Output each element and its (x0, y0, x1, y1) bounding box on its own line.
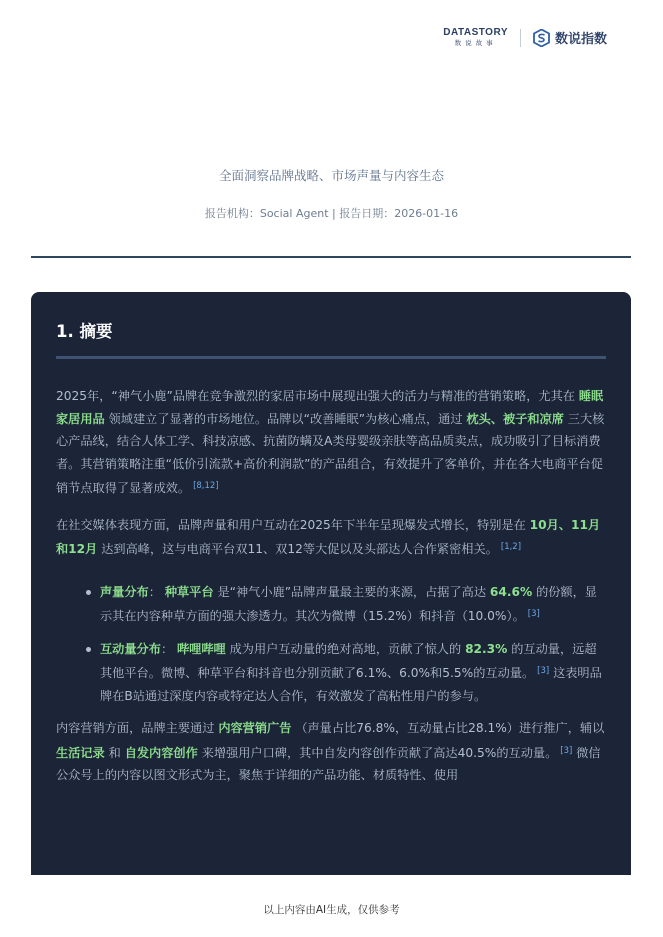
section-title-divider (56, 356, 606, 359)
highlight: 64.6% (489, 584, 533, 599)
text: 是“神气小鹿”品牌声量最主要的来源，占据了高达 (217, 584, 487, 599)
summary-card (31, 292, 631, 875)
report-meta: 报告机构：Social Agent | 报告日期：2026-01-16 (204, 207, 459, 220)
list-item (100, 581, 606, 628)
footer-disclaimer: 以上内容由AI生成，仅供参考 (263, 904, 400, 916)
header-divider (31, 256, 631, 258)
highlight: 生活记录 (56, 745, 105, 760)
text: 2025年，“神气小鹿”品牌在竞争激烈的家居市场中展现出强大的活力与精准的营销策略，尤其在 (56, 389, 575, 403)
text: 达到高峰，这与电商平台双11、双12等大促以及头部达人合作紧密相关。 (101, 542, 498, 556)
text: ： (148, 584, 161, 599)
summary-paragraph-1 (56, 385, 606, 500)
bullet-label: 互动量分布 (100, 641, 161, 656)
text: 来增强用户口碑，其中自发内容创作贡献了高达40.5%的互动量。 (201, 745, 558, 760)
header-logos (443, 28, 607, 47)
citation-link[interactable]: [3] (560, 745, 573, 756)
highlight: 10月、11月和12月 (56, 517, 601, 556)
datastory-logo-subtext: 数说故事 (454, 39, 497, 48)
highlight: 种草平台 (164, 584, 214, 599)
shushuo-index-logo-text: 数说指数 (554, 32, 607, 47)
text: 微信公众号上的内容以图文形式为主，聚焦于详细的产品功能、材质特性、使用 (56, 745, 601, 782)
hexagon-s-icon (533, 29, 550, 47)
text: ： (160, 641, 174, 656)
highlight: 内容营销广告 (218, 721, 292, 735)
text: 成为用户互动量的绝对高地，贡献了惊人的 (229, 641, 462, 656)
logo-divider (520, 29, 521, 47)
list-item (100, 638, 606, 708)
text: （声量占比76.8%，互动量占比28.1%）进行推广，辅以 (295, 721, 605, 735)
highlight: 82.3% (465, 641, 508, 656)
text: 的互动量，远超其他平台。微博、种草平台和抖音也分别贡献了6.1%、6.0%和5.5%的互动量。 (100, 641, 597, 680)
text: 这表明品牌在B站通过深度内容或特定达人合作，有效激发了高粘性用户的参与。 (100, 666, 602, 703)
text: 内容营销方面，品牌主要通过 (56, 721, 215, 735)
datastory-logo (443, 28, 508, 47)
citation-link[interactable]: [3] (537, 666, 550, 676)
datastory-logo-text: DATASTORY (443, 27, 508, 39)
shushuo-index-logo (533, 28, 607, 47)
text: 在社交媒体表现方面，品牌声量和用户互动在2025年下半年呈现爆发式增长，特别是在 (56, 517, 526, 532)
summary-paragraph-3 (56, 717, 606, 787)
highlight: 哔哩哔哩 (177, 641, 226, 656)
citation-link[interactable]: [1,2] (500, 542, 522, 552)
highlight: 枕头、被子和凉席 (466, 411, 564, 426)
highlight: 自发内容创作 (124, 745, 198, 760)
summary-paragraph-2 (56, 514, 606, 561)
report-subtitle: 全面洞察品牌战略、市场声量与内容生态 (218, 168, 444, 183)
text: 的份额，显示其在内容种草方面的强大渗透力。其次为微博（15.2%）和抖音（10.0%）。 (100, 584, 597, 623)
citation-link[interactable]: [3] (527, 609, 540, 619)
text: 和 (108, 745, 121, 760)
bullet-label: 声量分布 (100, 584, 149, 599)
bullet-list (56, 581, 606, 708)
section-title: 1. 摘要 (56, 322, 113, 341)
text: 领域建立了显著的市场地位。品牌以“改善睡眠”为核心痛点，通过 (108, 411, 463, 426)
citation-link[interactable]: [8,12] (193, 481, 219, 491)
text: 三大核心产品线，结合人体工学、科技凉感、抗菌防螨及A类母婴级亲肤等高品质卖点，成功吸引了目标消费者。其营销策略注重“低价引流款+高价利润款”的产品组合，有效提升了客单价，并在各大电商平台促销节点取得了显著成效。 (56, 411, 605, 495)
highlight: 睡眠家居用品 (56, 389, 604, 426)
